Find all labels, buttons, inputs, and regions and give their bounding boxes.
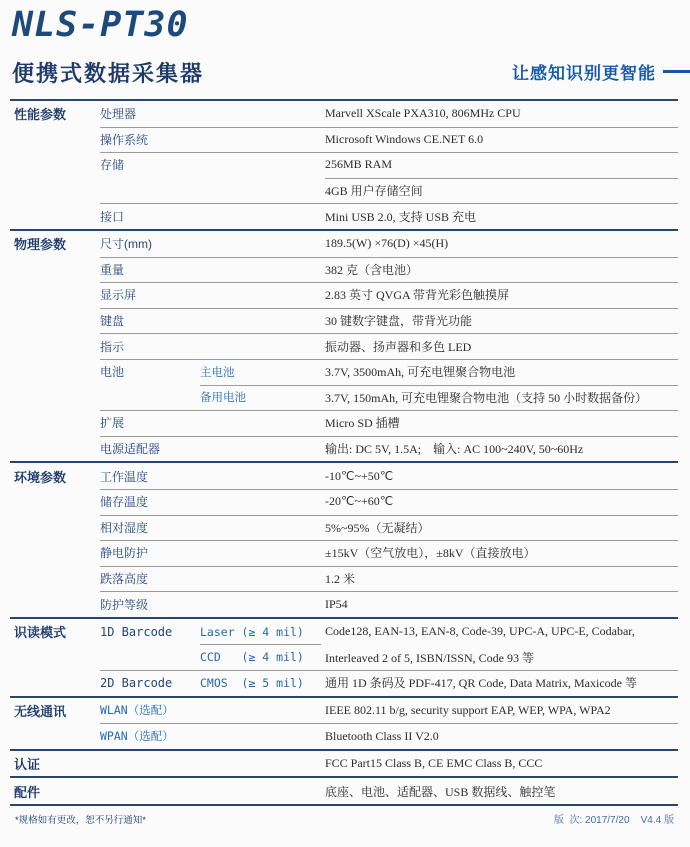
spec-row: [10, 591, 678, 617]
row-label: 扩展: [100, 416, 125, 431]
page-title: NLS-PT30: [12, 5, 189, 45]
spec-section: [10, 101, 678, 231]
row-value: 2.83 英寸 QVGA 带背光彩色触摸屏: [325, 288, 510, 303]
brand-tagline: [512, 59, 690, 84]
row-label: 2D Barcode: [100, 675, 173, 690]
row-label: WLAN（选配）: [100, 703, 174, 718]
row-divider: [100, 152, 678, 153]
row-value: 3.7V, 3500mAh, 可充电锂聚合物电池: [325, 365, 516, 380]
spec-row: [10, 515, 678, 541]
spec-row: [10, 257, 678, 283]
spec-section: [10, 778, 678, 806]
row-value: Bluetooth Class II V2.0: [325, 728, 439, 743]
spec-row: [10, 178, 678, 204]
row-divider: [100, 723, 678, 724]
row-divider: [100, 670, 678, 671]
row-value: 通用 1D 条码及 PDF-417, QR Code, Data Matrix, Maxicode 等: [325, 676, 637, 691]
spec-row: [10, 127, 678, 153]
row-label: 跌落高度: [100, 571, 149, 586]
spec-row: [10, 698, 678, 724]
spec-row: [10, 619, 678, 645]
row-label: 操作系统: [100, 132, 149, 147]
row-value: Interleaved 2 of 5, ISBN/ISSN, Code 93 等: [325, 650, 534, 665]
row-divider: [100, 282, 678, 283]
row-value: 256MB RAM: [325, 157, 393, 172]
spec-row: [10, 101, 678, 127]
footer-note: *规格如有更改，恕不另行通知*: [15, 814, 146, 826]
row-divider: [100, 489, 678, 490]
row-label: 接口: [100, 209, 125, 224]
row-sublabel: CMOS (≥ 5 mil): [200, 675, 304, 690]
row-label: 1D Barcode: [100, 624, 173, 639]
row-label: 处理器: [100, 107, 137, 122]
row-value: 382 克（含电池）: [325, 262, 419, 277]
row-label: 防护等级: [100, 597, 149, 612]
row-sublabel: 主电池: [200, 364, 235, 379]
spec-row: [10, 359, 678, 385]
spec-row: [10, 644, 678, 670]
row-divider: [100, 257, 678, 258]
row-label: 显示屏: [100, 288, 137, 303]
row-label: 储存温度: [100, 495, 149, 510]
spec-row: [10, 385, 678, 411]
spec-row: [10, 670, 678, 696]
row-value: Code128, EAN-13, EAN-8, Code-39, UPC-A, UPC-E, Codabar,: [325, 624, 635, 639]
row-divider: [200, 644, 321, 645]
row-value: IEEE 802.11 b/g, security support EAP, WEP, WPA, WPA2: [325, 702, 611, 717]
row-divider: [100, 308, 678, 309]
spec-row: [10, 152, 678, 178]
spec-section: [10, 698, 678, 751]
section-title: 认证: [14, 757, 41, 773]
spec-row: [10, 231, 678, 257]
row-value: 1.2 米: [325, 571, 356, 586]
spec-row: [10, 333, 678, 359]
spec-row: [10, 778, 678, 804]
spec-row: [10, 308, 678, 334]
footer: [0, 811, 690, 826]
row-label: 键盘: [100, 314, 125, 329]
row-divider: [100, 566, 678, 567]
row-value: 输出: DC 5V, 1.5A; 输入: AC 100~240V, 50~60Hz: [325, 442, 584, 457]
row-divider: [100, 410, 678, 411]
section-title: 识读模式: [14, 625, 67, 641]
spec-row: [10, 282, 678, 308]
row-value: -20℃~+60℃: [325, 494, 394, 509]
spec-row: [10, 463, 678, 489]
row-sublabel: 备用电池: [200, 390, 246, 405]
row-sublabel: CCD (≥ 4 mil): [200, 650, 304, 665]
row-divider: [200, 385, 678, 386]
brand-tagline-text: 让感知识别更智能: [512, 64, 656, 83]
row-divider: [100, 540, 678, 541]
row-value: Microsoft Windows CE.NET 6.0: [325, 131, 484, 146]
row-label: WPAN（选配）: [100, 729, 174, 744]
spec-row: [10, 723, 678, 749]
spec-row: [10, 540, 678, 566]
row-value: 30 键数字键盘，带背光功能: [325, 314, 473, 329]
row-label: 静电防护: [100, 546, 149, 561]
section-title: 环境参数: [14, 469, 67, 485]
row-label: 工作温度: [100, 469, 149, 484]
row-label: 重量: [100, 262, 125, 277]
row-divider: [100, 591, 678, 592]
row-label: 存储: [100, 158, 125, 173]
row-label: 电源适配器: [100, 442, 161, 457]
row-divider: [325, 178, 678, 179]
row-value: 底座、电池、适配器、USB 数据线、触控笔: [325, 784, 556, 799]
row-sublabel: Laser (≥ 4 mil): [200, 624, 304, 639]
spec-section: [10, 751, 678, 779]
spec-section: [10, 231, 678, 463]
row-value: 振动器、扬声器和多色 LED: [325, 339, 472, 354]
row-label: 相对湿度: [100, 520, 149, 535]
spec-section: [10, 619, 678, 698]
row-divider: [100, 515, 678, 516]
row-value: 5%~95%（无凝结）: [325, 520, 430, 535]
tagline-dash: [663, 70, 690, 73]
spec-row: [10, 566, 678, 592]
row-value: Marvell XScale PXA310, 806MHz CPU: [325, 106, 521, 121]
spec-row: [10, 410, 678, 436]
row-value: -10℃~+50℃: [325, 468, 394, 483]
row-divider: [100, 359, 678, 360]
row-value: FCC Part15 Class B, CE EMC Class B, CCC: [325, 756, 543, 771]
spec-row: [10, 436, 678, 462]
spec-section: [10, 463, 678, 619]
footer-version: 版 次: 2017/7/20 V4.4 版: [553, 815, 674, 826]
spec-row: [10, 751, 678, 777]
header: [0, 0, 690, 99]
spec-table: [10, 99, 678, 806]
row-divider: [100, 436, 678, 437]
spec-row: [10, 489, 678, 515]
row-value: 3.7V, 150mAh, 可充电锂聚合物电池（支持 50 小时数据备份）: [325, 390, 648, 405]
section-title: 物理参数: [14, 237, 67, 253]
spec-row: [10, 203, 678, 229]
row-value: 4GB 用户存储空间: [325, 184, 423, 199]
product-subtitle: 便携式数据采集器: [12, 61, 205, 86]
row-value: Micro SD 插槽: [325, 416, 400, 431]
row-label: 尺寸(mm): [100, 237, 152, 252]
row-divider: [100, 203, 678, 204]
row-divider: [100, 127, 678, 128]
section-title: 配件: [14, 784, 41, 800]
section-title: 性能参数: [14, 107, 67, 123]
row-divider: [100, 333, 678, 334]
row-value: Mini USB 2.0, 支持 USB 充电: [325, 209, 477, 224]
row-value: 189.5(W) ×76(D) ×45(H): [325, 236, 449, 251]
section-title: 无线通讯: [14, 703, 67, 719]
row-label: 电池: [100, 365, 125, 380]
row-label: 指示: [100, 339, 125, 354]
row-value: IP54: [325, 596, 348, 611]
row-value: ±15kV（空气放电），±8kV（直接放电）: [325, 546, 536, 561]
